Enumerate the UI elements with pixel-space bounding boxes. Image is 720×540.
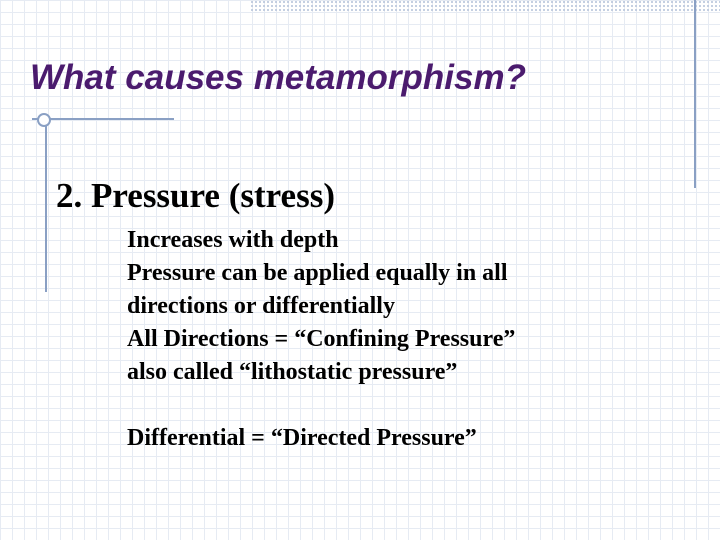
decorative-dot-band xyxy=(250,0,720,12)
slide-title: What causes metamorphism? xyxy=(30,58,526,97)
title-underline-rule xyxy=(32,118,174,120)
ring-icon xyxy=(37,113,51,127)
decorative-right-rule xyxy=(694,0,696,188)
decorative-left-rule xyxy=(45,118,47,292)
body-line: Differential = “Directed Pressure” xyxy=(127,425,477,451)
body-text-list xyxy=(127,224,515,455)
body-line: directions or differentially xyxy=(127,293,395,319)
body-line: Pressure can be applied equally in all xyxy=(127,260,508,286)
blank-line xyxy=(127,389,515,422)
body-line: Increases with depth xyxy=(127,227,339,253)
section-heading: 2. Pressure (stress) xyxy=(56,176,335,215)
body-line: All Directions = “Confining Pressure” xyxy=(127,326,516,352)
body-line: also called “lithostatic pressure” xyxy=(127,359,458,385)
